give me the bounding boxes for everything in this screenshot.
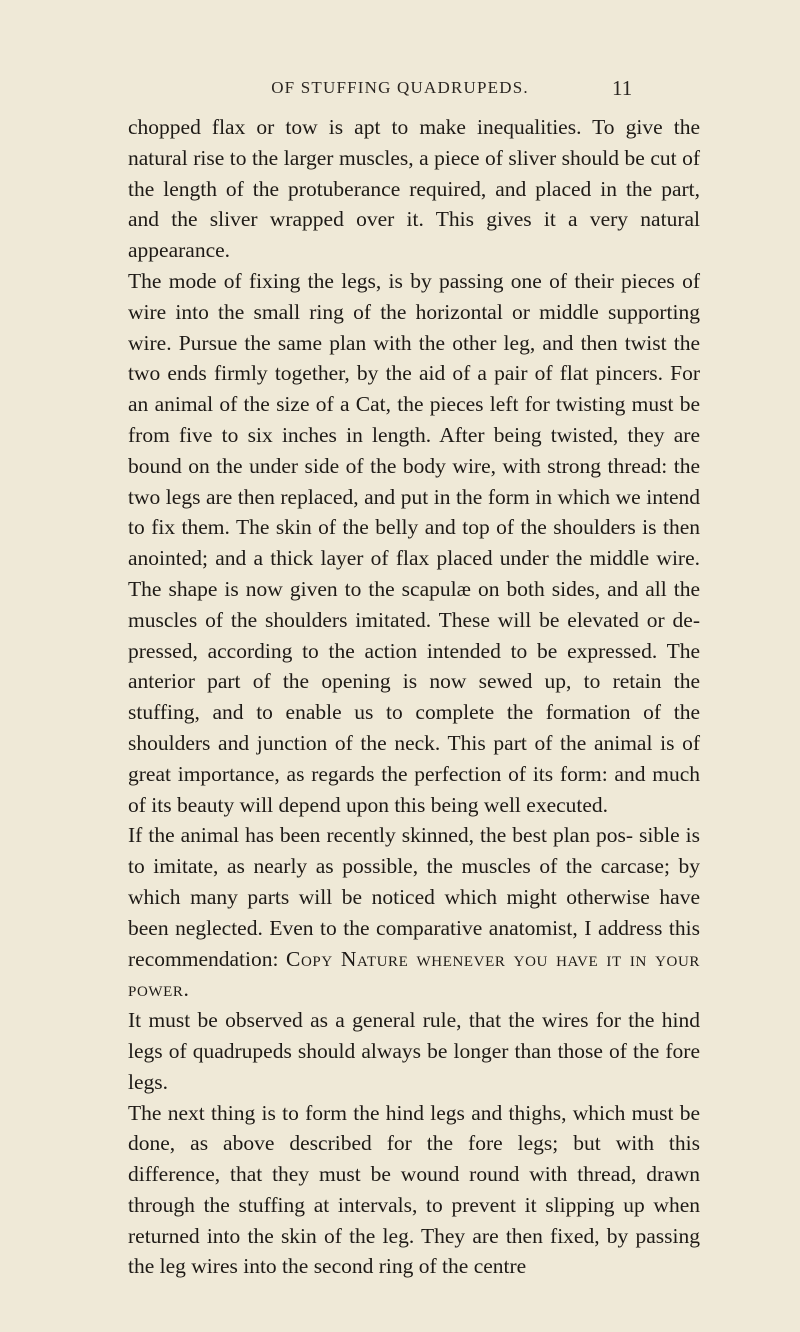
paragraph-3 <box>128 820 700 1005</box>
emphasis-copy-nature: Copy Nature whenever you have it in your power. <box>128 946 700 1002</box>
page-number: 11 <box>612 76 633 100</box>
paragraph-2: The mode of fixing the legs, is by passing one of their pieces of wire into the small ring of the horizontal or middle supporting wire. Pursue the same plan with the other leg, and then twist the two ends firmly together, by the aid of a pair of flat pincers. For an animal of the size of a Cat, the pieces left for twisting must be from five to six inches in length. After being twisted, they are bound on the under side of the body wire, with strong thread: the two legs are then replaced, and put in the form in which we intend to fix them. The skin of the belly and top of the shoulders is then anointed; and a thick layer of flax placed under the middle wire. The shape is now given to the scapulæ on both sides, and all the muscles of the shoulders imitated. These will be elevated or de- pressed, according to the action intended to be expressed. The anterior part of the opening is now sewed up, to retain the stuffing, and to enable us to complete the formation of the shoulders and junction of the neck. This part of the animal is of great importance, as regards the perfection of its form: and much of its beauty will depend upon this being well executed. <box>128 268 700 817</box>
running-title: OF STUFFING QUADRUPEDS. <box>271 78 529 97</box>
body-text <box>128 112 700 1282</box>
paragraph-5: The next thing is to form the hind legs and thighs, which must be done, as above described for the fore legs; but with this difference, that they must be wound round with thread, drawn through the stuffing at intervals, to prevent it slipping up when returned into the skin of the leg. They are then fixed, by passing the leg wires into the second ring of the centre <box>128 1100 700 1279</box>
paragraph-3-text: If the animal has been recently skinned, the best plan pos- sible is to imitate, as nearly as possible, the muscles of the carcase; by which many parts will be noticed which might otherwise have been neglected. Even to the comparative anatomist, I address this recommendation: <box>128 823 700 971</box>
running-head <box>0 78 800 102</box>
paragraph-4: It must be observed as a general rule, that the wires for the hind legs of quadrupeds should always be longer than those of the fore legs. <box>128 1008 700 1094</box>
paragraph-1: chopped flax or tow is apt to make inequalities. To give the natural rise to the larger muscles, a piece of sliver should be cut of the length of the protuberance required, and placed in the part, and the sliver wrapped over it. This gives it a very natural appearance. <box>128 115 700 263</box>
